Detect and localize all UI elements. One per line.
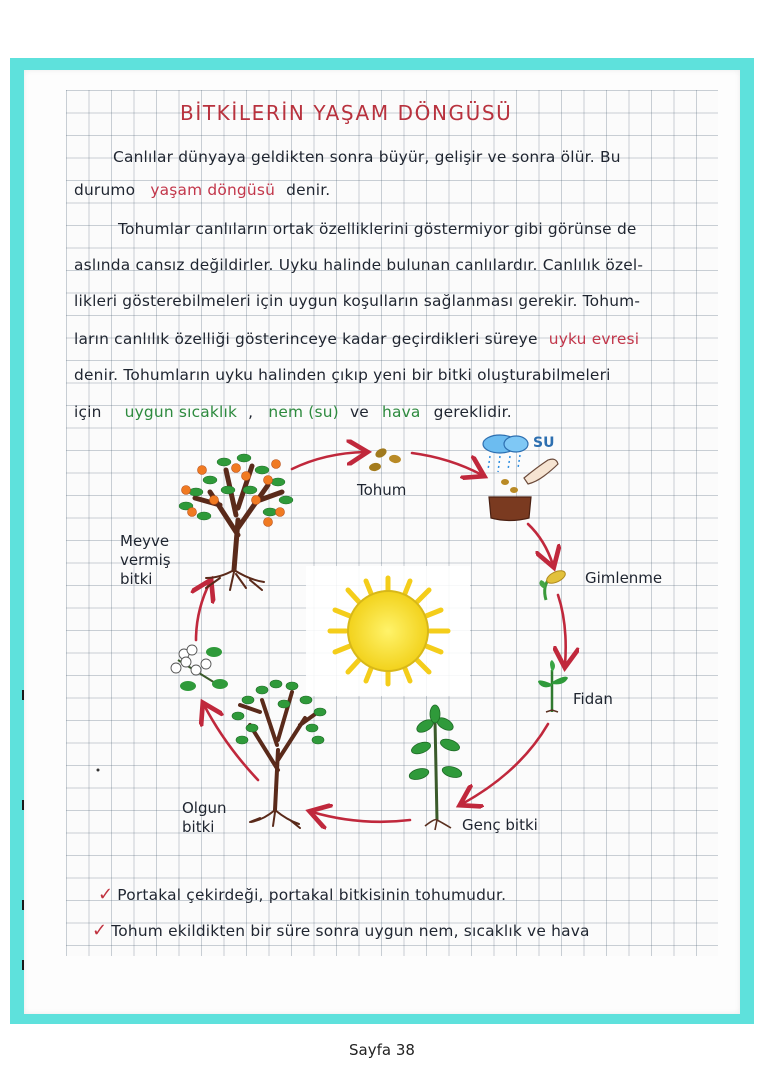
text-fragment: , xyxy=(248,403,254,421)
label-seed: Tohum xyxy=(357,481,407,499)
mature-tree-icon xyxy=(232,680,326,828)
note-2 xyxy=(92,920,590,941)
check-mark-icon: ✓ xyxy=(98,884,114,905)
label-sapling: Fidan xyxy=(573,690,613,708)
hand-icon xyxy=(524,459,558,484)
text-fragment: durumo xyxy=(74,181,136,199)
label-line: bitki xyxy=(120,570,153,588)
highlight-temperature: uygun sıcaklık xyxy=(124,403,238,421)
page-number: Sayfa 38 xyxy=(349,1041,415,1059)
sun-icon xyxy=(306,566,470,696)
text-fragment: ve xyxy=(349,403,369,421)
paragraph-2-line-1: Tohumlar canlıların ortak özelliklerini göstermiyor gibi görünse de xyxy=(118,220,637,238)
highlight-life-cycle: yaşam döngüsü xyxy=(150,181,276,199)
paragraph-2-line-3: likleri gösterebilmeleri için uygun koşulların sağlanması gerekir. Tohum- xyxy=(74,292,641,310)
text-fragment: için xyxy=(74,403,102,421)
ink-dot xyxy=(97,769,100,772)
label-mature-plant xyxy=(182,799,227,837)
label-line: bitki xyxy=(182,818,215,836)
text-fragment: denir. xyxy=(286,181,331,199)
note-1 xyxy=(98,884,506,905)
label-germination: Gimlenme xyxy=(585,569,663,587)
fruit-tree-icon xyxy=(179,454,293,590)
text-fragment: ların canlılık özelliği gösterinceye kadar geçirdikleri süreye xyxy=(74,330,538,348)
paragraph-1-line-1: Canlılar dünyaya geldikten sonra büyür, gelişir ve sonra ölür. Bu xyxy=(113,148,621,166)
highlight-moisture: nem (su) xyxy=(268,403,339,421)
soil-pot-icon xyxy=(489,479,531,521)
label-young-plant: Genç bitki xyxy=(462,816,538,834)
label-line: Meyve xyxy=(120,532,170,550)
highlight-air: hava xyxy=(382,403,421,421)
note-text: Tohum ekildikten bir süre sonra uygun nem, sıcaklık ve hava xyxy=(111,922,590,940)
label-fruit-plant xyxy=(120,532,171,589)
check-mark-icon: ✓ xyxy=(92,920,108,941)
flower-branch-icon xyxy=(171,645,228,691)
rain-cloud-icon xyxy=(483,435,528,472)
paragraph-2-line-2: aslında cansız değildirler. Uyku halinde bulunan canlılardır. Canlılık özel- xyxy=(74,256,644,274)
label-water: SU xyxy=(533,435,555,451)
text-fragment: gereklidir. xyxy=(433,403,512,421)
note-text: Portakal çekirdeği, portakal bitkisinin tohumudur. xyxy=(117,886,507,904)
germinating-seed-icon xyxy=(539,568,567,600)
seed-icon xyxy=(368,447,401,472)
highlight-dormancy: uyku evresi xyxy=(548,330,640,348)
paragraph-2-line-5: denir. Tohumların uyku halinden çıkıp yeni bir bitki oluşturabilmeleri xyxy=(74,366,611,384)
page-title: BİTKİLERİN YAŞAM DÖNGÜSÜ xyxy=(180,101,513,125)
label-line: vermiş xyxy=(120,551,171,569)
sapling-icon xyxy=(538,660,568,712)
young-plant-icon xyxy=(408,705,463,830)
label-line: Olgun xyxy=(182,799,227,817)
page-edge-marks xyxy=(22,690,24,970)
